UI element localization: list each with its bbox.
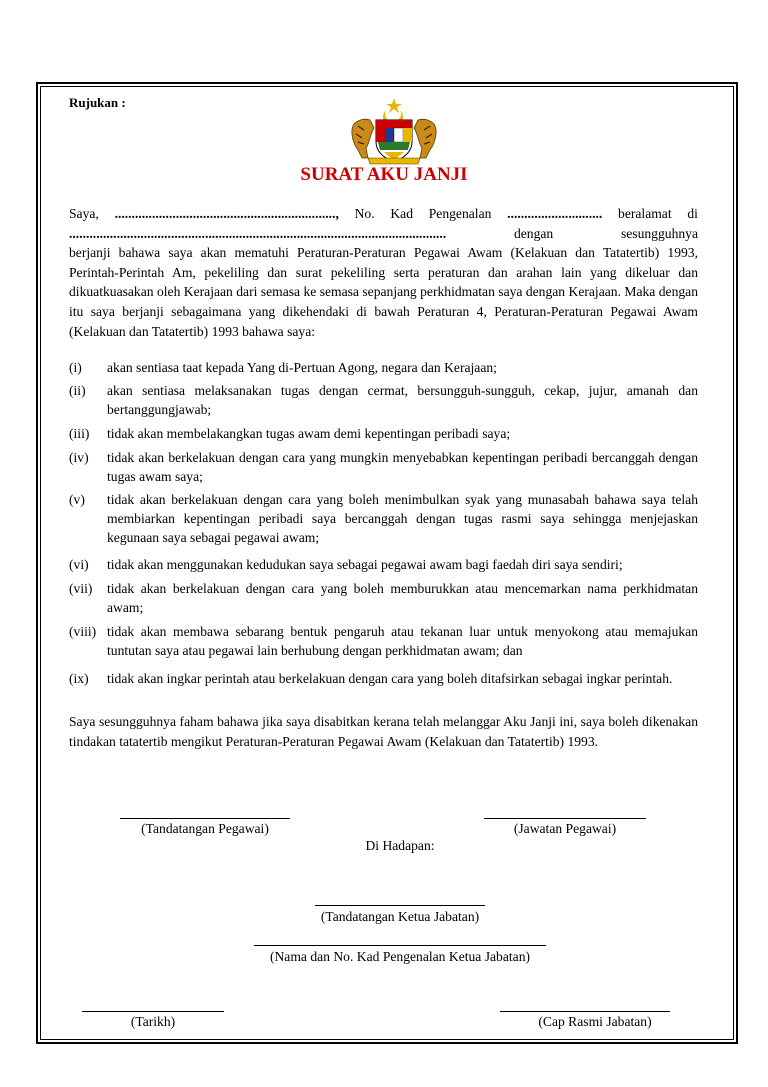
list-item — [69, 622, 698, 660]
intro-word: Saya, — [69, 206, 99, 221]
item-number: (iii) — [69, 426, 90, 441]
officer-position-line — [484, 818, 646, 819]
item-text: tidak akan membelakangkan tugas awam demi kepentingan peribadi saya; — [107, 426, 511, 441]
reference-label: Rujukan : — [69, 95, 126, 110]
head-name-ic-label: (Nama dan No. Kad Pengenalan Ketua Jabatan) — [269, 949, 531, 964]
intro-word: di — [687, 206, 698, 221]
intro-word: No. — [354, 206, 375, 221]
item-number: (vii) — [69, 581, 93, 596]
item-number: (ii) — [69, 383, 86, 398]
item-text: akan sentiasa melaksanakan tugas dengan cermat, bersungguh-sungguh, cekap, jujur, amanah dan bertanggungjawab; — [107, 383, 698, 418]
intro-body: berjanji bahawa saya akan mematuhi Peraturan-Peraturan Pegawai Awam (Kelakuan dan Tatatertib) 1993, Perintah-Perintah Am, pekeliling dan surat pekeliling serta peraturan dan arahan lain yang dikeluar dan dikuatkuasakan oleh Kerajaan dari semasa ke semasa sepanjang perkhidmatan saya dengan Kerajaan. Maka dengan itu saya berjanji sebagaimana yang dikehendaki di bawah Peraturan 4, Peraturan-Peraturan Pegawai Awam (Kelakuan dan Tatatertib) 1993 bahawa saya: — [69, 245, 698, 339]
item-number: (ix) — [69, 671, 89, 686]
in-presence-label: Di Hadapan: — [365, 838, 435, 853]
intro-line-1 — [69, 204, 698, 224]
item-text: tidak akan berkelakuan dengan cara yang mungkin menyebabkan kepentingan peribadi bercanggah dengan tugas awam saya; — [107, 450, 698, 485]
intro-word: Kad — [390, 206, 413, 221]
head-signature-line — [315, 905, 485, 906]
name-blank: ................................................................., — [114, 206, 339, 221]
list-item — [69, 579, 698, 617]
list-item — [69, 448, 698, 486]
list-item — [69, 381, 698, 419]
officer-position-label: (Jawatan Pegawai) — [513, 821, 617, 836]
intro-word: Pengenalan — [428, 206, 492, 221]
address-blank: ............................................................................................................... — [69, 225, 447, 241]
list-item — [69, 669, 698, 688]
item-text: tidak akan menggunakan kedudukan saya sebagai pegawai awam bagi faedah diri saya sendiri; — [107, 557, 623, 572]
official-stamp-label: (Cap Rasmi Jabatan) — [538, 1014, 652, 1029]
item-text: tidak akan berkelakuan dengan cara yang boleh menimbulkan syak yang munasabah bahawa saya telah membiarkan kepentingan peribadi saya bercanggah dengan tugas rasmi saya sehingga menjejaskan kegunaan saya sebagai pegawai awam; — [107, 492, 698, 546]
item-number: (i) — [69, 360, 82, 375]
head-signature-label: (Tandatangan Ketua Jabatan) — [320, 909, 480, 924]
intro-word: sesungguhnya — [620, 225, 698, 241]
item-number: (vi) — [69, 557, 89, 572]
list-item — [69, 490, 698, 548]
officer-signature-label: (Tandatangan Pegawai) — [141, 821, 269, 836]
item-text: tidak akan ingkar perintah atau berkelakuan dengan cara yang boleh ditafsirkan sebagai ingkar perintah. — [107, 671, 673, 686]
intro-word: dengan — [513, 225, 554, 241]
ic-number-blank: ............................ — [507, 206, 603, 221]
date-line — [82, 1011, 224, 1012]
officer-signature-line — [120, 818, 290, 819]
stamp-line — [500, 1011, 670, 1012]
date-label: (Tarikh) — [130, 1014, 176, 1029]
list-item — [69, 424, 698, 443]
list-item — [69, 358, 698, 377]
intro-line-2 — [69, 224, 698, 244]
intro-word: beralamat — [618, 206, 672, 221]
coat-of-arms-icon — [348, 96, 440, 166]
closing-paragraph: Saya sesungguhnya faham bahawa jika saya disabitkan kerana telah melanggar Aku Janji ini, saya boleh dikenakan tindakan tatatertib mengikut Peraturan-Peraturan Pegawai Awam (Kelakuan dan Tatatertib) 1993. — [69, 714, 698, 749]
item-number: (iv) — [69, 450, 89, 465]
item-text: akan sentiasa taat kepada Yang di-Pertuan Agong, negara dan Kerajaan; — [107, 360, 497, 375]
head-name-line — [254, 945, 546, 946]
item-text: tidak akan berkelakuan dengan cara yang boleh memburukkan atau mencemarkan nama perkhidmatan awam; — [107, 581, 698, 616]
item-number: (v) — [69, 492, 85, 507]
item-text: tidak akan membawa sebarang bentuk pengaruh atau tekanan luar untuk menyokong atau memajukan tuntutan saya atau pegawai lain berhubung dengan perkhidmatan awam; dan — [107, 624, 698, 659]
document-title: SURAT AKU JANJI — [300, 164, 468, 185]
item-number: (viii) — [69, 624, 97, 639]
list-item — [69, 555, 698, 574]
intro-paragraph — [69, 204, 698, 341]
